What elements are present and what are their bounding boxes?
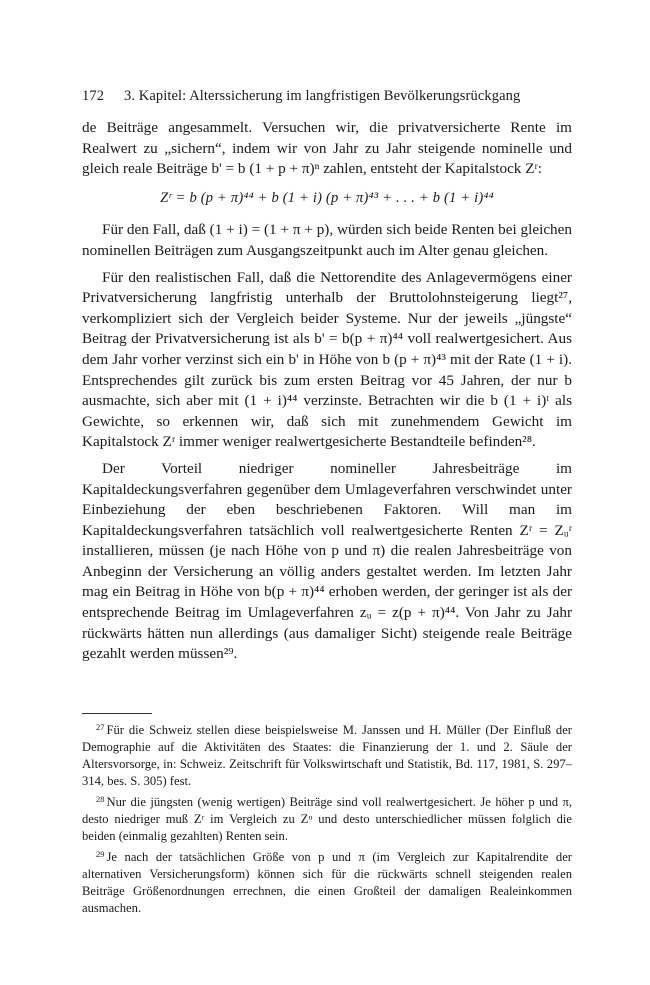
paragraph-4: Der Vorteil niedriger nomineller Jahresbeiträge im Kapitaldeckungsverfahren gegenüber dem Umlageverfahren verschwindet unter Einbeziehung der eben beschriebenen Faktoren. Will man im Kapitaldeckungsverfahren tatsächlich voll realwertgesicherte Renten Zʳ = Zᵤʳ installieren, müssen (je nach Höhe von p und π) die realen Jahresbeiträge von Anbeginn der Versicherung an völlig anders gestaltet werden. Im letzten Jahr mag ein Beitrag in Höhe von b(p + π)⁴⁴ erhoben werden, der geringer ist als der entsprechende Beitrag im Umlageverfahren zᵤ = z(p + π)⁴⁴. Von Jahr zu Jahr rückwärts hätten nun allerdings (aus damaliger Sicht) steigende reale Beiträge gezahlt werden müssen²⁹. xyxy=(82,459,572,663)
footnote-29 xyxy=(82,849,572,917)
paragraph-3: Für den realistischen Fall, daß die Nettorendite des Anlagevermögens einer Privatversicherung langfristig unterhalb der Bruttolohnsteigerung liegt²⁷, verkompliziert sich der Vergleich beider Systeme. Nur der jeweils „jüngste“ Beitrag der Privatversicherung ist als b' = b(p + π)⁴⁴ voll realwertgesichert. Aus dem Jahr vorher verzinst sich ein b' in Höhe von b (p + π)⁴³ mit der Rate (1 + i). Entsprechendes gilt zurück bis zum ersten Beitrag vor 45 Jahren, der nur b ausmachte, sich aber mit (1 + i)⁴⁴ verzinste. Betrachten wir die b (1 + i)ᵗ als Gewichte, so erkennen wir, daß sich mit zunehmendem Gewicht im Kapitalstock Zʳ immer weniger realwertgesicherte Bestandteile befinden²⁸. xyxy=(82,268,572,451)
footnote-text: Je nach der tatsächlichen Größe von p und π (im Vergleich zur Kapitalrendite der alternativen Versicherungsform) können sich für die rückwärts schnell steigenden realen Beiträge Größenordnungen errechnen, die einen Großteil der damaligen Realeinkommen ausmachen. xyxy=(82,850,572,915)
footnote-number: 27 xyxy=(96,722,105,732)
footnotes xyxy=(82,722,572,921)
page-number: 172 xyxy=(82,88,105,104)
running-title: 3. Kapitel: Alterssicherung im langfristigen Bevölkerungsrückgang xyxy=(124,88,521,104)
footnote-number: 29 xyxy=(96,849,105,859)
footnote-28 xyxy=(82,794,572,845)
formula-capital-stock: Zʳ = b (p + π)⁴⁴ + b (1 + i) (p + π)⁴³ + . . . + b (1 + i)⁴⁴ xyxy=(160,189,494,206)
footnote-number: 28 xyxy=(96,794,105,804)
running-header xyxy=(82,88,572,105)
footnote-text: Nur die jüngsten (wenig wertigen) Beiträge sind voll realwertgesichert. Je höher p und π, desto niedriger muß Zʳ im Vergleich zu Zᵘ und desto unterschiedlicher müssen folglich die beiden (einmalig gezahlten) Renten sein. xyxy=(82,795,572,843)
footnote-text: Für die Schweiz stellen diese beispielsweise M. Janssen und H. Müller (Der Einfluß der Demographie auf die Aktivitäten des Staates: die Finanzierung der 1. und 2. Säule der Altersvorsorge, in: Schweiz. Zeitschrift für Volkswirtschaft und Statistik, Bd. 117, 1981, S. 297–314, bes. S. 305) fest. xyxy=(82,723,572,788)
paragraph-1: de Beiträge angesammelt. Versuchen wir, die privatversicherte Rente im Realwert zu „sichern“, indem wir von Jahr zu Jahr steigende nominelle und gleich reale Beiträge b' = b (1 + p + π)ⁿ zahlen, entsteht der Kapitalstock Zʳ: xyxy=(82,119,572,178)
footnote-27 xyxy=(82,722,572,790)
paragraph-2: Für den Fall, daß (1 + i) = (1 + π + p), würden sich beide Renten bei gleichen nominellen Beiträgen zum Ausgangszeitpunkt auch im Alter genau gleichen. xyxy=(82,221,572,259)
main-text xyxy=(82,118,572,665)
footnote-rule xyxy=(82,713,152,714)
